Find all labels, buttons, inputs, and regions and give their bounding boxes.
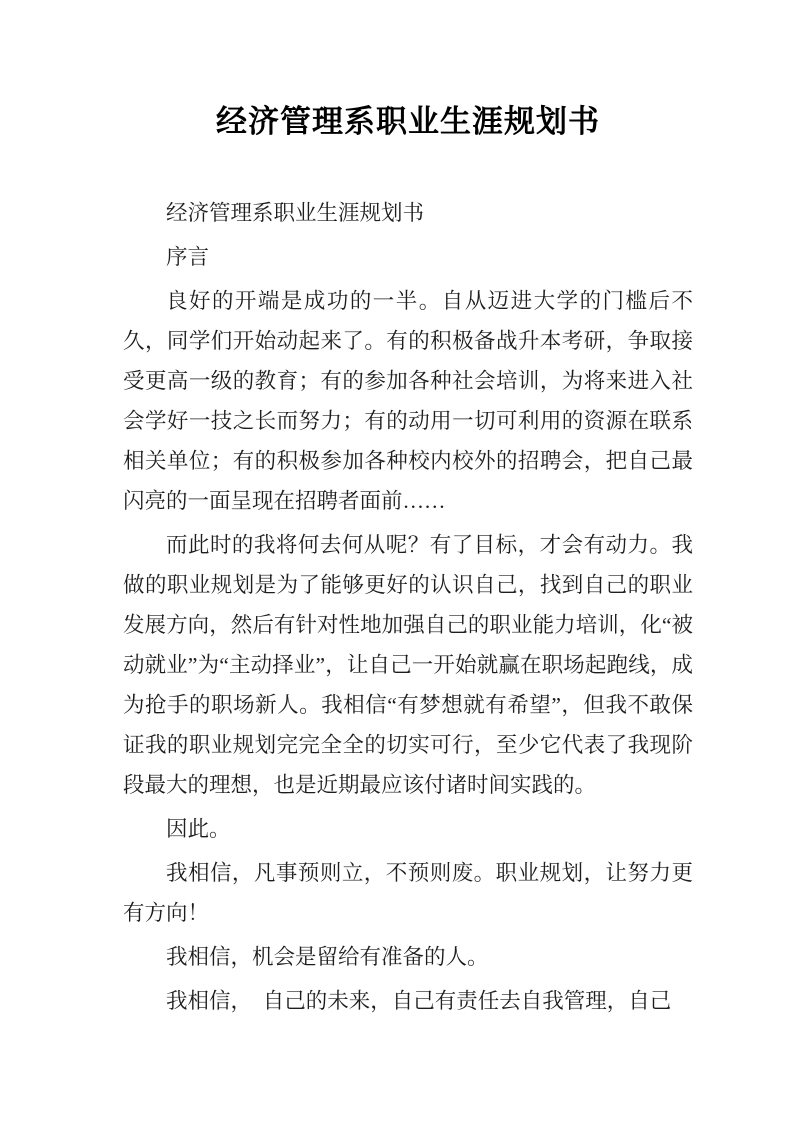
paragraph-preface-heading: 序言 (166, 245, 210, 269)
paragraph: 良好的开端是成功的一半。自从迈进大学的门槛后不久，同学们开始动起来了。有的积极备战升本考研，争取接受更高一级的教育；有的参加各种社会培训，为将来进入社会学好一技之长而努力；有的动用一切可利用的资源在联系相关单位；有的积极参加各种校内校外的招聘会，把自己最闪亮的一面呈现在招聘者面前…… (123, 289, 693, 513)
document-title: 经济管理系职业生涯规划书 (216, 104, 600, 139)
paragraph: 因此。 (166, 817, 231, 841)
paragraph: 而此时的我将何去何从呢？有了目标，才会有动力。我做的职业规划是为了能够更好的认识自己，找到自己的职业发展方向，然后有针对性地加强自己的职业能力培训，化“被动就业”为“主动择业”，让自己一开始就赢在职场起跑线，成为抢手的职场新人。我相信“有梦想就有希望”，但我不敢保证我的职业规划完完全全的切实可行，至少它代表了我现阶段最大的理想，也是近期最应该付诸时间实践的。 (123, 533, 693, 797)
paragraph: 我相信，凡事预则立，不预则废。职业规划，让努力更有方向！ (123, 861, 693, 925)
document-content (0, 101, 793, 1021)
paragraph: 我相信， 自己的未来，自己有责任去自我管理，自己 (166, 989, 672, 1013)
document-body (123, 193, 693, 1021)
paragraph: 我相信，机会是留给有准备的人。 (166, 945, 489, 969)
paragraph-subtitle: 经济管理系职业生涯规划书 (166, 201, 425, 225)
